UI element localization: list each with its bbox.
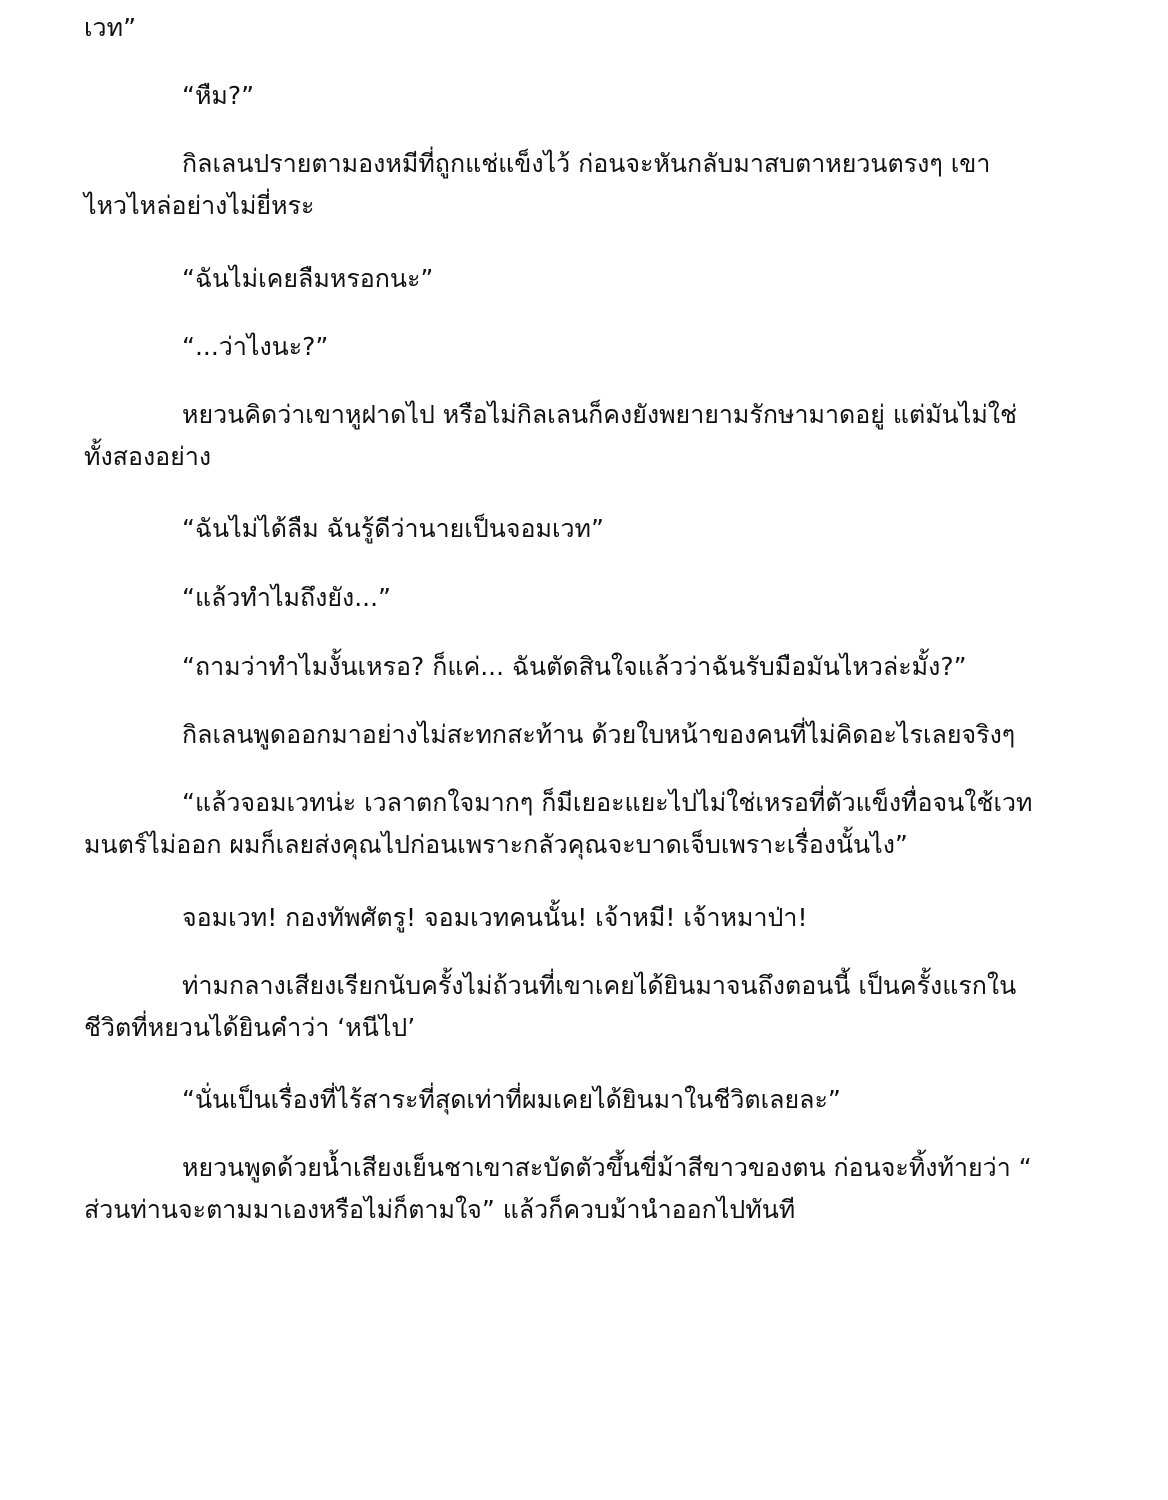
paragraph-narration xyxy=(84,1147,1094,1231)
paragraph-dialogue xyxy=(84,646,1094,688)
paragraph-narration xyxy=(84,897,1094,939)
paragraph-narration xyxy=(84,714,1094,756)
paragraph-dialogue xyxy=(84,1079,1094,1121)
text-line: ส่วนท่านจะตามมาเองหรือไม่ก็ตามใจ” แล้วก็ควบม้านำออกไปทันที xyxy=(84,1195,796,1224)
paragraph-narration xyxy=(84,394,1094,478)
text-line: หยวนคิดว่าเขาหูฝาดไป หรือไม่กิลเลนก็คงยังพยายามรักษามาดอยู่ แต่มันไม่ใช่ xyxy=(182,400,1017,429)
paragraph-dialogue xyxy=(84,326,1094,368)
text-line: “แล้วจอมเวทน่ะ เวลาตกใจมากๆ ก็มีเยอะแยะไปไม่ใช่เหรอที่ตัวแข็งทื่อจนใช้เวท xyxy=(182,788,1033,817)
text-line: ท่ามกลางเสียงเรียกนับครั้งไม่ถ้วนที่เขาเคยได้ยินมาจนถึงตอนนี้ เป็นครั้งแรกใน xyxy=(182,971,1017,1000)
paragraph-dialogue xyxy=(84,782,1094,866)
paragraph-dialogue xyxy=(84,577,1094,619)
text-line: “นั่นเป็นเรื่องที่ไร้สาระที่สุดเท่าที่ผมเคยได้ยินมาในชีวิตเลยละ” xyxy=(182,1085,841,1114)
text-line: “ถามว่าทำไมงั้นเหรอ? ก็แค่... ฉันตัดสินใจแล้วว่าฉันรับมือมันไหวล่ะมั้ง?” xyxy=(182,652,967,681)
paragraph-dialogue xyxy=(84,75,1094,117)
paragraph-dialogue xyxy=(84,508,1094,550)
text-line: “ฉันไม่เคยลืมหรอกนะ” xyxy=(182,264,434,293)
text-line: “...ว่าไงนะ?” xyxy=(182,332,329,361)
text-line: ทั้งสองอย่าง xyxy=(84,442,212,471)
text-line: หยวนพูดด้วยน้ำเสียงเย็นชาเขาสะบัดตัวขึ้นขี่ม้าสีขาวของตน ก่อนจะทิ้งท้ายว่า “ xyxy=(182,1153,1032,1182)
text-line: กิลเลนพูดออกมาอย่างไม่สะทกสะท้าน ด้วยใบหน้าของคนที่ไม่คิดอะไรเลยจริงๆ xyxy=(182,720,1016,749)
paragraph-continuation xyxy=(84,7,1094,49)
paragraph-dialogue xyxy=(84,258,1094,300)
text-line: “แล้วทำไมถึงยัง...” xyxy=(182,583,391,612)
text-line: กิลเลนปรายตามองหมีที่ถูกแช่แข็งไว้ ก่อนจะหันกลับมาสบตาหยวนตรงๆ เขา xyxy=(182,149,991,178)
text-line: มนตร์ไม่ออก ผมก็เลยส่งคุณไปก่อนเพราะกลัวคุณจะบาดเจ็บเพราะเรื่องนั้นไง” xyxy=(84,830,908,859)
text-line: “หืม?” xyxy=(182,81,255,110)
text-line: ชีวิตที่หยวนได้ยินคำว่า ‘หนีไป’ xyxy=(84,1013,416,1042)
text-line: ไหวไหล่อย่างไม่ยี่หระ xyxy=(84,191,315,220)
paragraph-narration xyxy=(84,143,1094,227)
text-line: จอมเวท! กองทัพศัตรู! จอมเวทคนนั้น! เจ้าหมี! เจ้าหมาป่า! xyxy=(182,903,808,932)
text-line: เวท” xyxy=(84,13,137,42)
paragraph-narration xyxy=(84,965,1094,1049)
text-line: “ฉันไม่ได้ลืม ฉันรู้ดีว่านายเป็นจอมเวท” xyxy=(182,514,604,543)
